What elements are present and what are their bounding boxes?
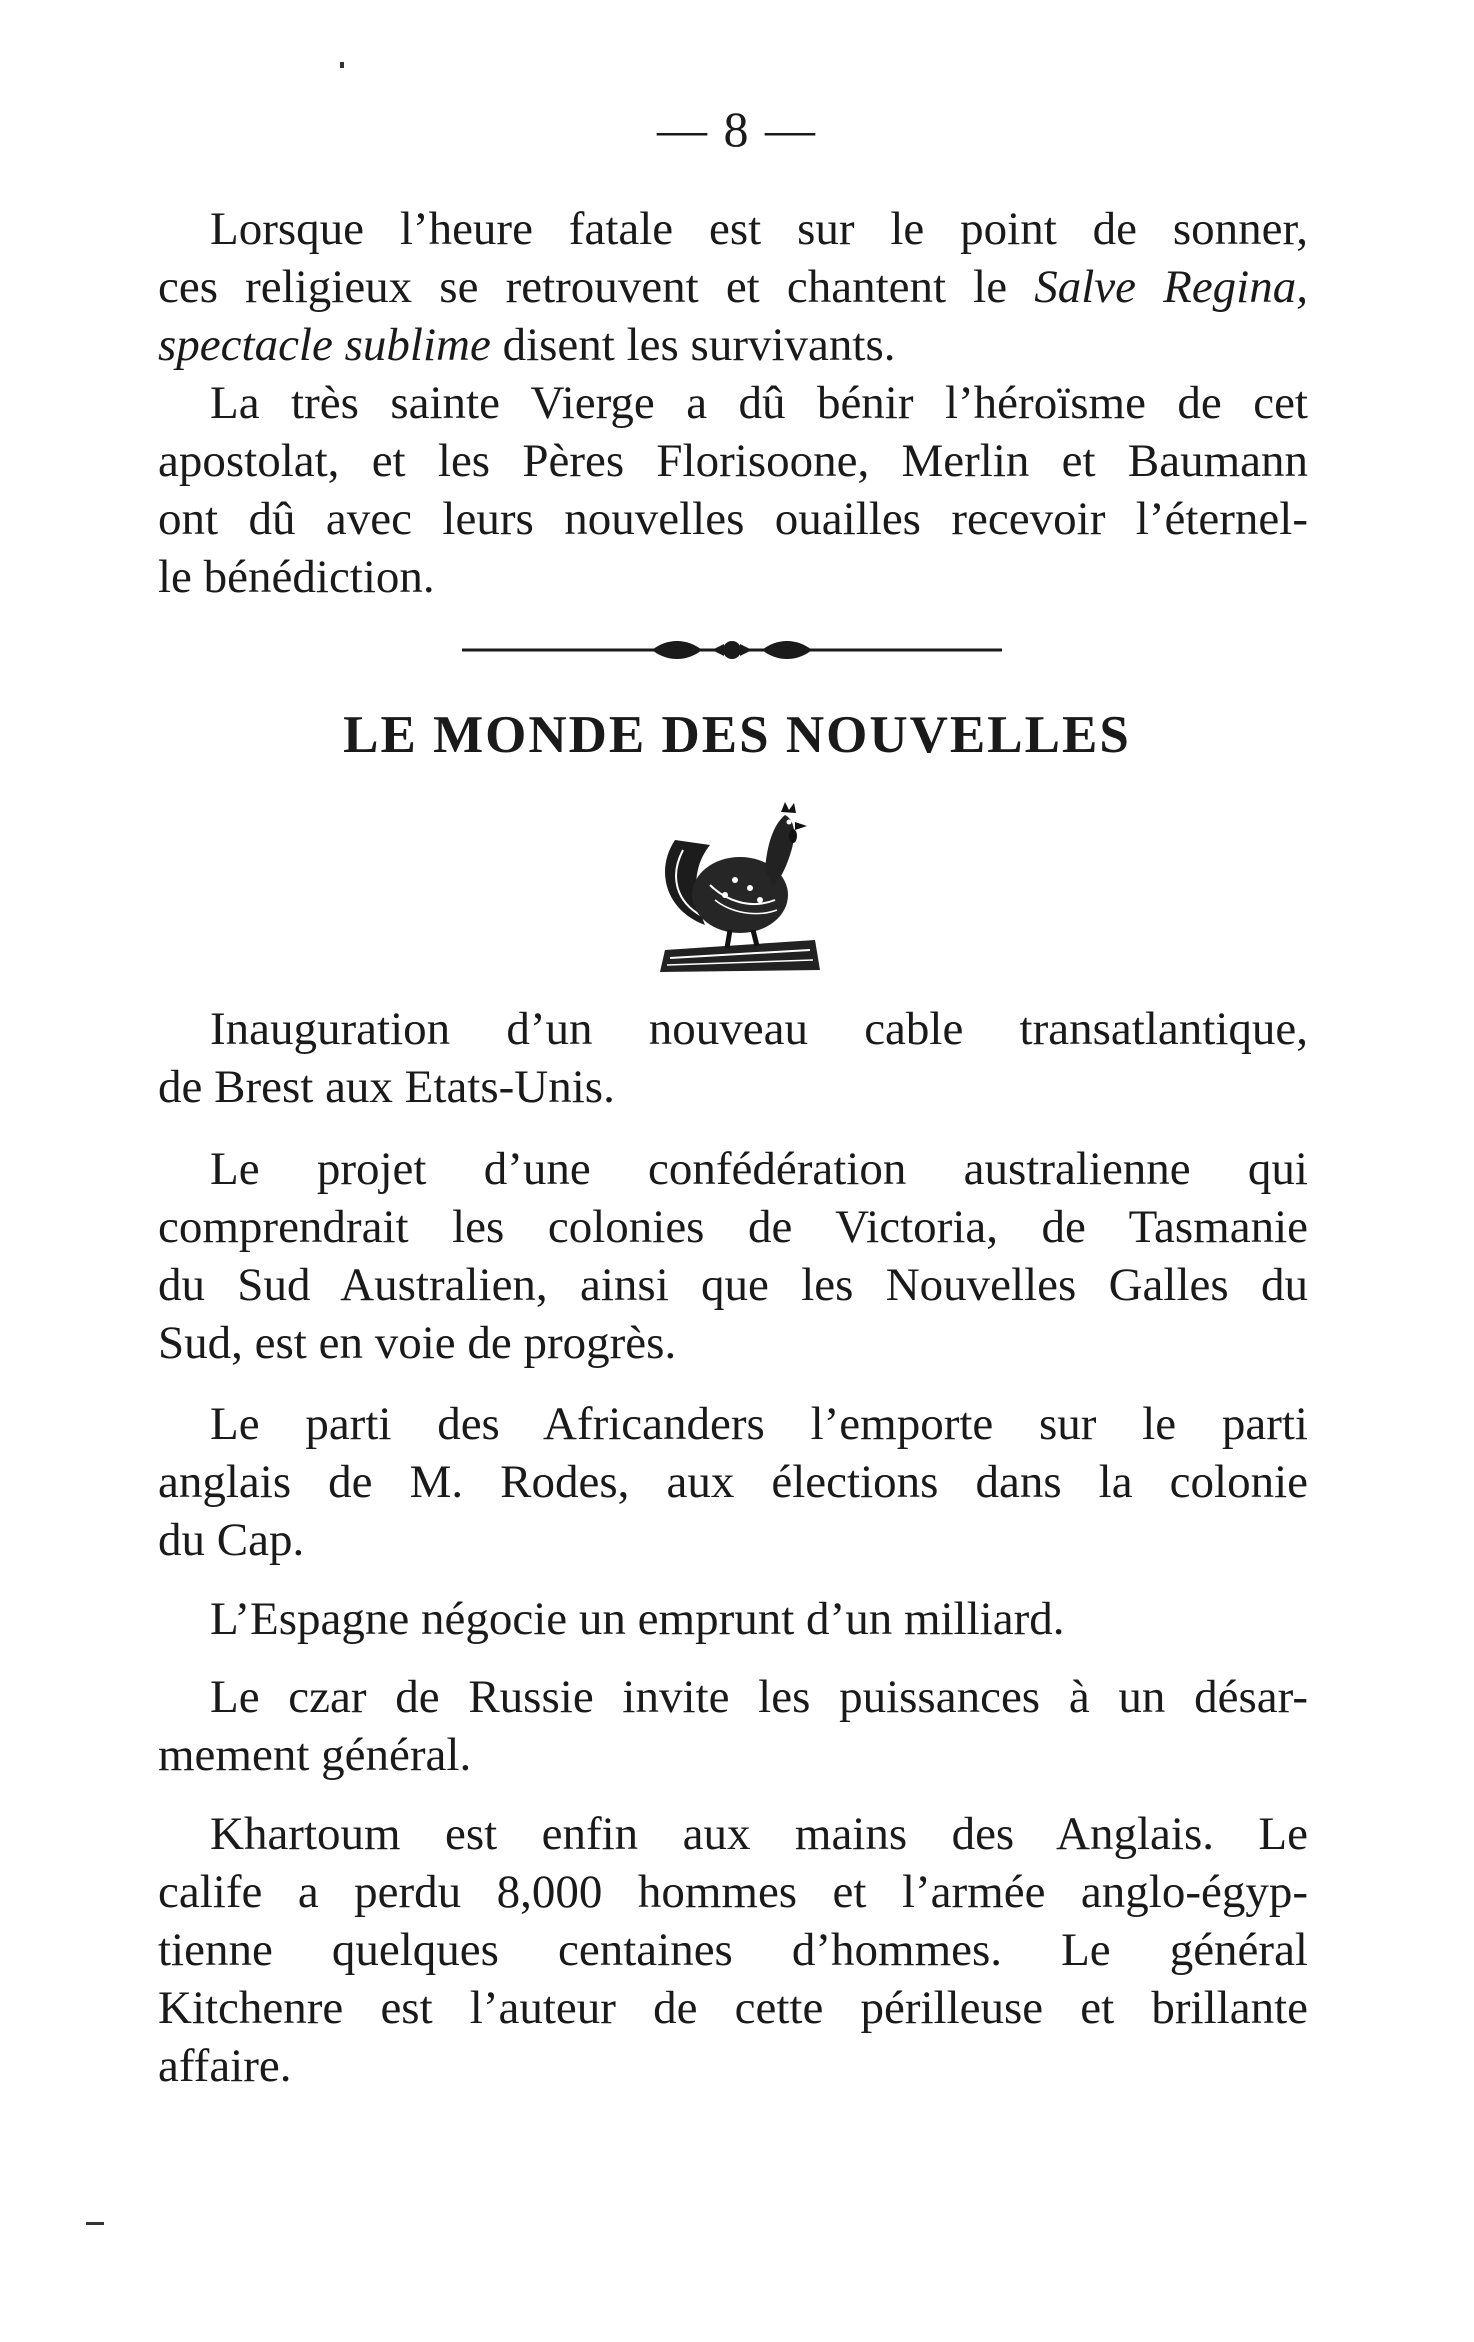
salve-regina-italic: Salve Regina,	[1034, 261, 1308, 313]
news-item-6	[158, 1805, 1308, 2095]
section-heading: LE MONDE DES NOUVELLES	[343, 706, 1131, 764]
intro-p1-line-2-text: ces religieux se retrouvent et chantent le	[158, 261, 1035, 313]
page-number: — 8 —	[657, 101, 817, 157]
news-1-line-1: Inauguration d’un nouveau cable transatlantique,	[210, 1003, 1308, 1055]
news-6-line-2: calife a perdu 8,000 hommes et l’armée anglo-égyp-	[158, 1866, 1308, 1918]
news-3-line-3: du Cap.	[158, 1514, 305, 1566]
intro-text	[158, 200, 1308, 606]
intro-p2-line-4: le bénédiction.	[158, 551, 435, 603]
intro-p2-line-3: ont dû avec leurs nouvelles ouailles recevoir l’éternel-	[158, 493, 1308, 545]
intro-p2-line-2: apostolat, et les Pères Florisoone, Merlin et Baumann	[158, 435, 1308, 487]
intro-p1-line-3-text: disent les survivants.	[490, 319, 896, 371]
news-2-line-4: Sud, est en voie de progrès.	[158, 1317, 677, 1369]
news-item-3	[158, 1395, 1308, 1569]
news-6-line-1: Khartoum est enfin aux mains des Anglais. Le	[210, 1808, 1308, 1860]
margin-dash-bottom	[86, 2222, 104, 2225]
news-item-2	[158, 1140, 1308, 1372]
news-2-line-3: du Sud Australien, ainsi que les Nouvelles Galles du	[158, 1259, 1308, 1311]
news-item-5	[158, 1668, 1308, 1784]
news-6-line-4: Kitchenre est l’auteur de cette périlleuse et brillante	[158, 1982, 1308, 2034]
news-6-line-3: tienne quelques centaines d’hommes. Le général	[158, 1924, 1308, 1976]
news-6-line-5: affaire.	[158, 2040, 292, 2092]
spectacle-sublime-italic: spectacle sublime	[158, 319, 491, 371]
margin-dot-top	[340, 62, 344, 68]
news-3-line-2: anglais de M. Rodes, aux élections dans la colonie	[158, 1456, 1308, 1508]
rule-ornament-icon	[462, 630, 1002, 670]
news-item-4	[158, 1590, 1308, 1648]
intro-p1-line-1: Lorsque l’heure fatale est sur le point de sonner,	[210, 203, 1308, 255]
news-item-1	[158, 1000, 1308, 1116]
news-2-line-1: Le projet d’une confédération australienne qui	[210, 1143, 1308, 1195]
rooster-icon	[655, 800, 825, 980]
intro-p2-line-1: La très sainte Vierge a dû bénir l’héroïsme de cet	[210, 377, 1308, 429]
intro-p1-line-2	[158, 258, 1308, 316]
news-2-line-2: comprendrait les colonies de Victoria, de Tasmanie	[158, 1201, 1308, 1253]
news-1-line-2: de Brest aux Etats-Unis.	[158, 1061, 615, 1113]
intro-p1-line-3	[158, 316, 1308, 374]
news-4-line-1: L’Espagne négocie un emprunt d’un milliard.	[210, 1593, 1065, 1645]
news-3-line-1: Le parti des Africanders l’emporte sur le parti	[210, 1398, 1308, 1450]
news-5-line-2: mement général.	[158, 1729, 472, 1781]
news-5-line-1: Le czar de Russie invite les puissances à un désar-	[210, 1671, 1308, 1723]
